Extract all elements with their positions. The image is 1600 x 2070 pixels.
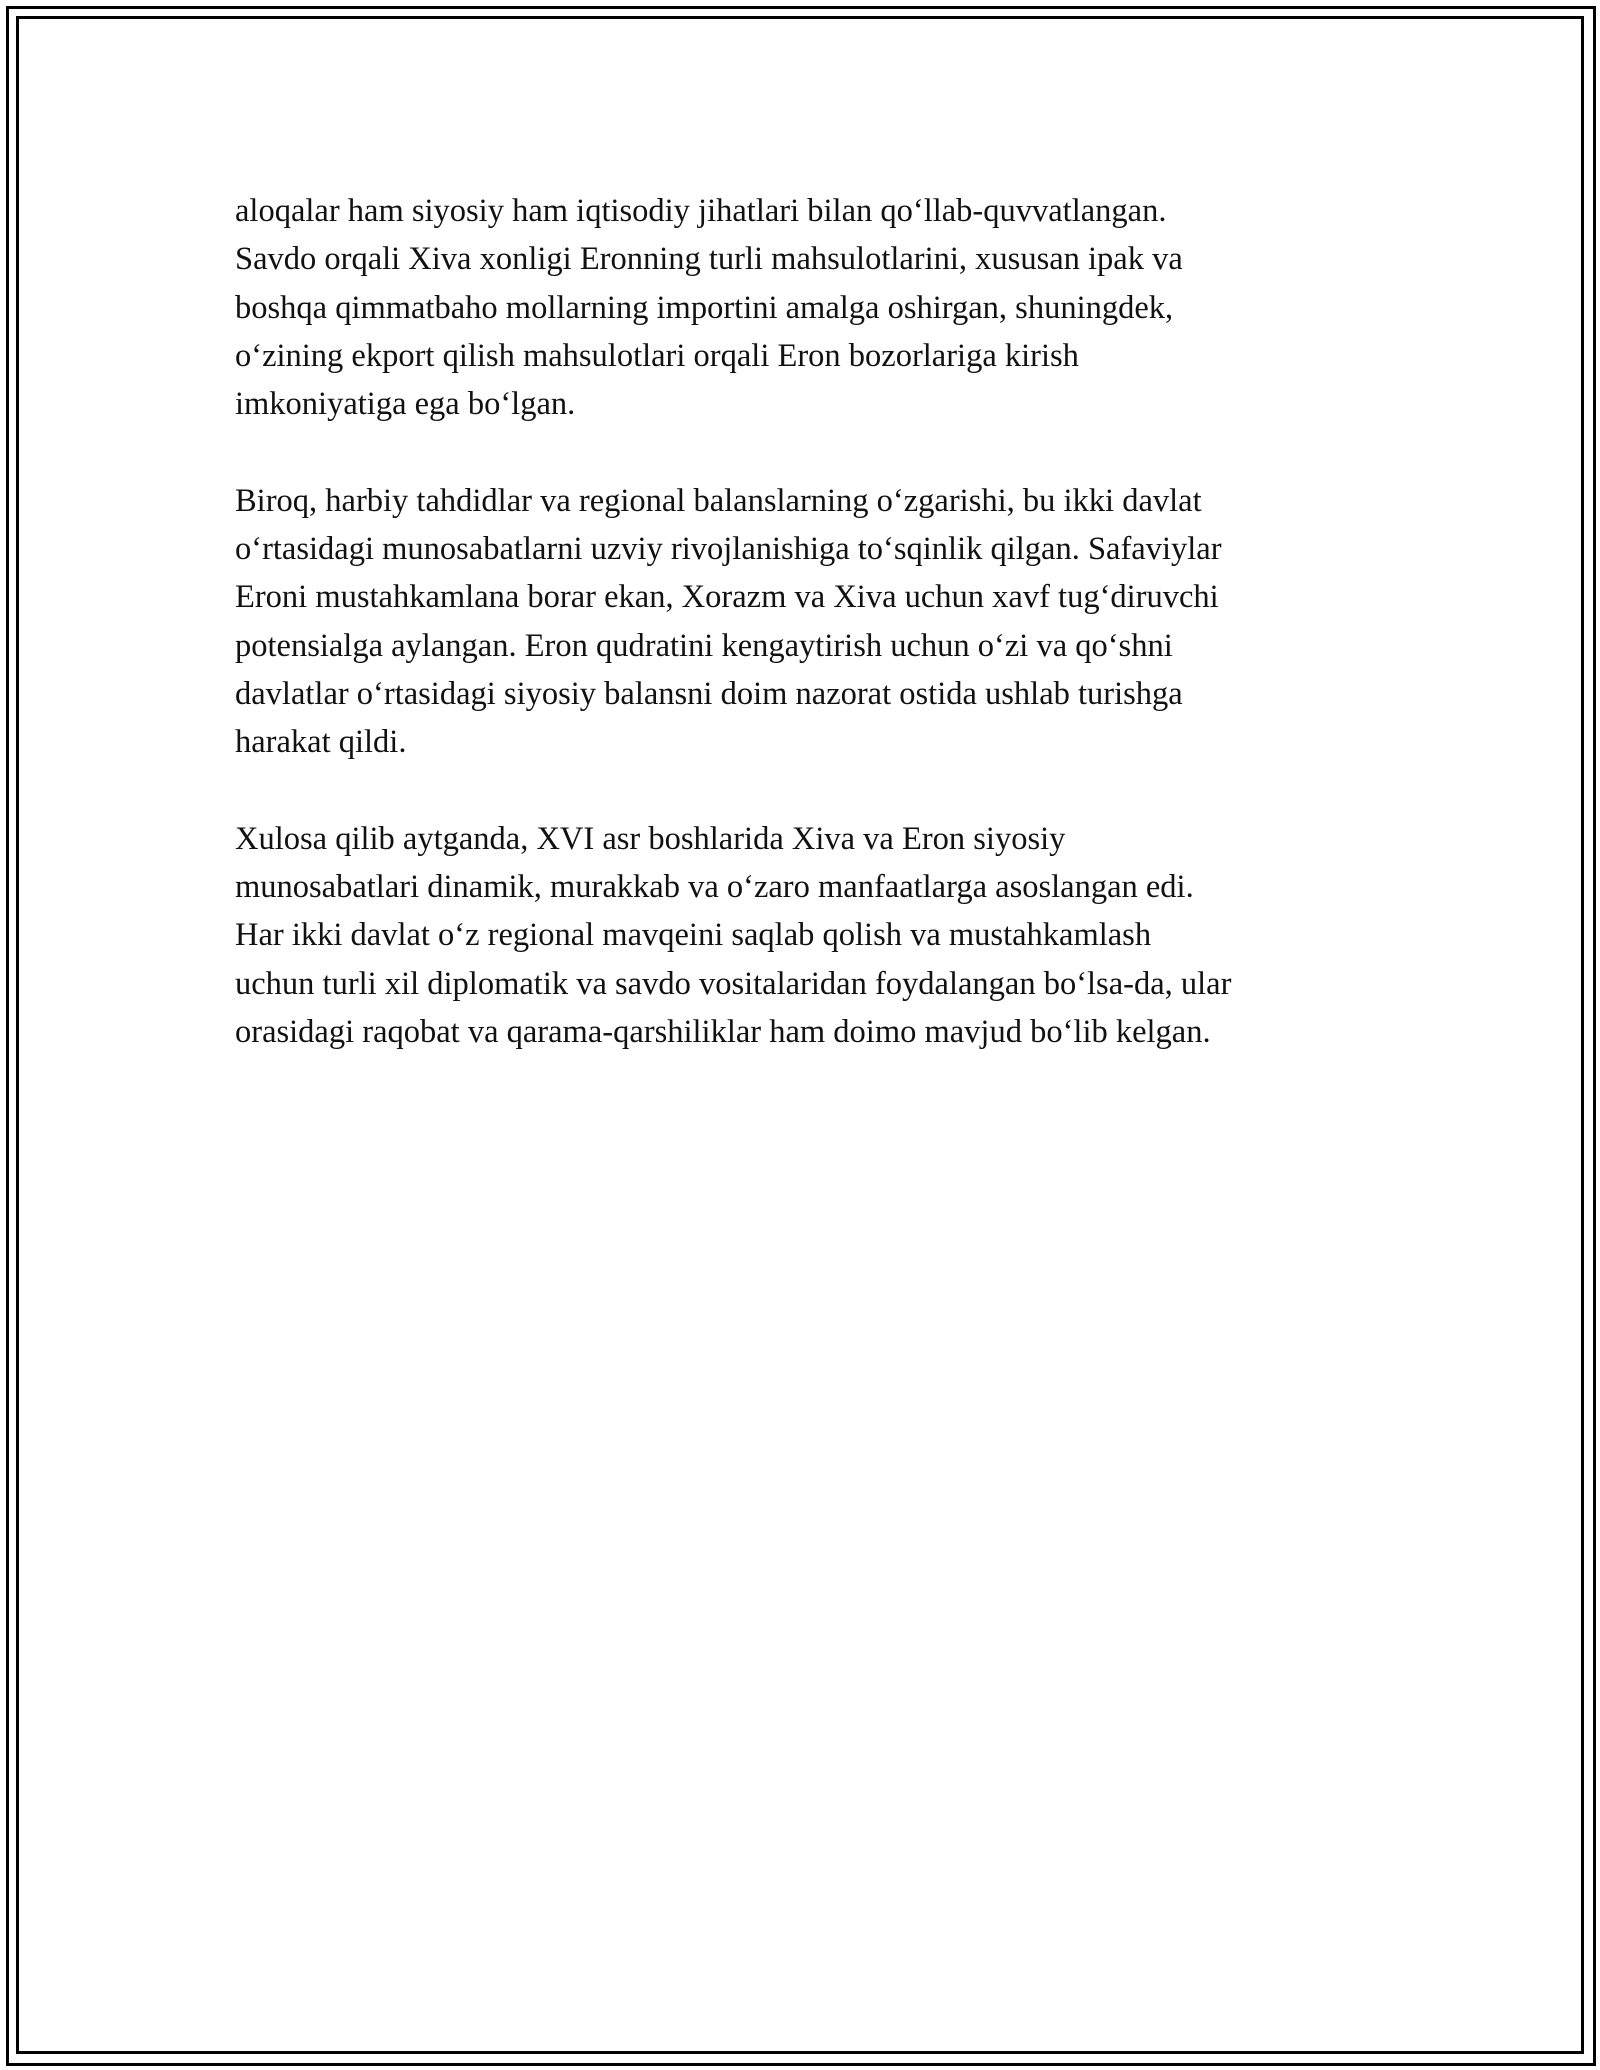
- document-body: [235, 187, 1385, 1105]
- text-line: orasidagi raqobat va qarama-qarshiliklar ham doimo mavjud bo‘lib kelgan.: [235, 1014, 1211, 1051]
- text-line: Biroq, harbiy tahdidlar va regional balanslarning o‘zgarishi, bu ikki davlat: [235, 482, 1202, 519]
- text-line: davlatlar o‘rtasidagi siyosiy balansni doim nazorat ostida ushlab turishga: [235, 675, 1183, 712]
- text-line: Savdo orqali Xiva xonligi Eronning turli mahsulotlarini, xususan ipak va: [235, 241, 1183, 278]
- text-line: o‘rtasidagi munosabatlarni uzviy rivojlanishiga to‘sqinlik qilgan. Safaviylar: [235, 531, 1222, 568]
- text-line: harakat qildi.: [235, 724, 407, 761]
- text-line: aloqalar ham siyosiy ham iqtisodiy jihatlari bilan qo‘llab-quvvatlangan.: [235, 193, 1167, 229]
- text-line: Eroni mustahkamlana borar ekan, Xorazm va Xiva uchun xavf tug‘diruvchi: [235, 579, 1219, 616]
- text-line: Har ikki davlat o‘z regional mavqeini saqlab qolish va mustahkamlash: [235, 917, 1152, 954]
- text-line: boshqa qimmatbaho mollarning importini amalga oshirgan, shuningdek,: [235, 289, 1174, 326]
- text-line: o‘zining ekport qilish mahsulotlari orqali Eron bozorlariga kirish: [235, 337, 1079, 374]
- paragraph-military-threats: [235, 477, 1385, 767]
- text-line: potensialga aylangan. Eron qudratini kengaytirish uchun o‘zi va qo‘shni: [235, 627, 1173, 664]
- text-line: uchun turli xil diplomatik va savdo vositalaridan foydalangan bo‘lsa-da, ular: [235, 965, 1232, 1002]
- paragraph-conclusion: [235, 815, 1385, 1056]
- text-line: imkoniyatiga ega bo‘lgan.: [235, 386, 576, 423]
- paragraph-trade-relations: [235, 187, 1385, 428]
- text-line: Xulosa qilib aytganda, XVI asr boshlarida Xiva va Eron siyosiy: [235, 820, 1066, 857]
- text-line: munosabatlari dinamik, murakkab va o‘zaro manfaatlarga asoslangan edi.: [235, 869, 1194, 906]
